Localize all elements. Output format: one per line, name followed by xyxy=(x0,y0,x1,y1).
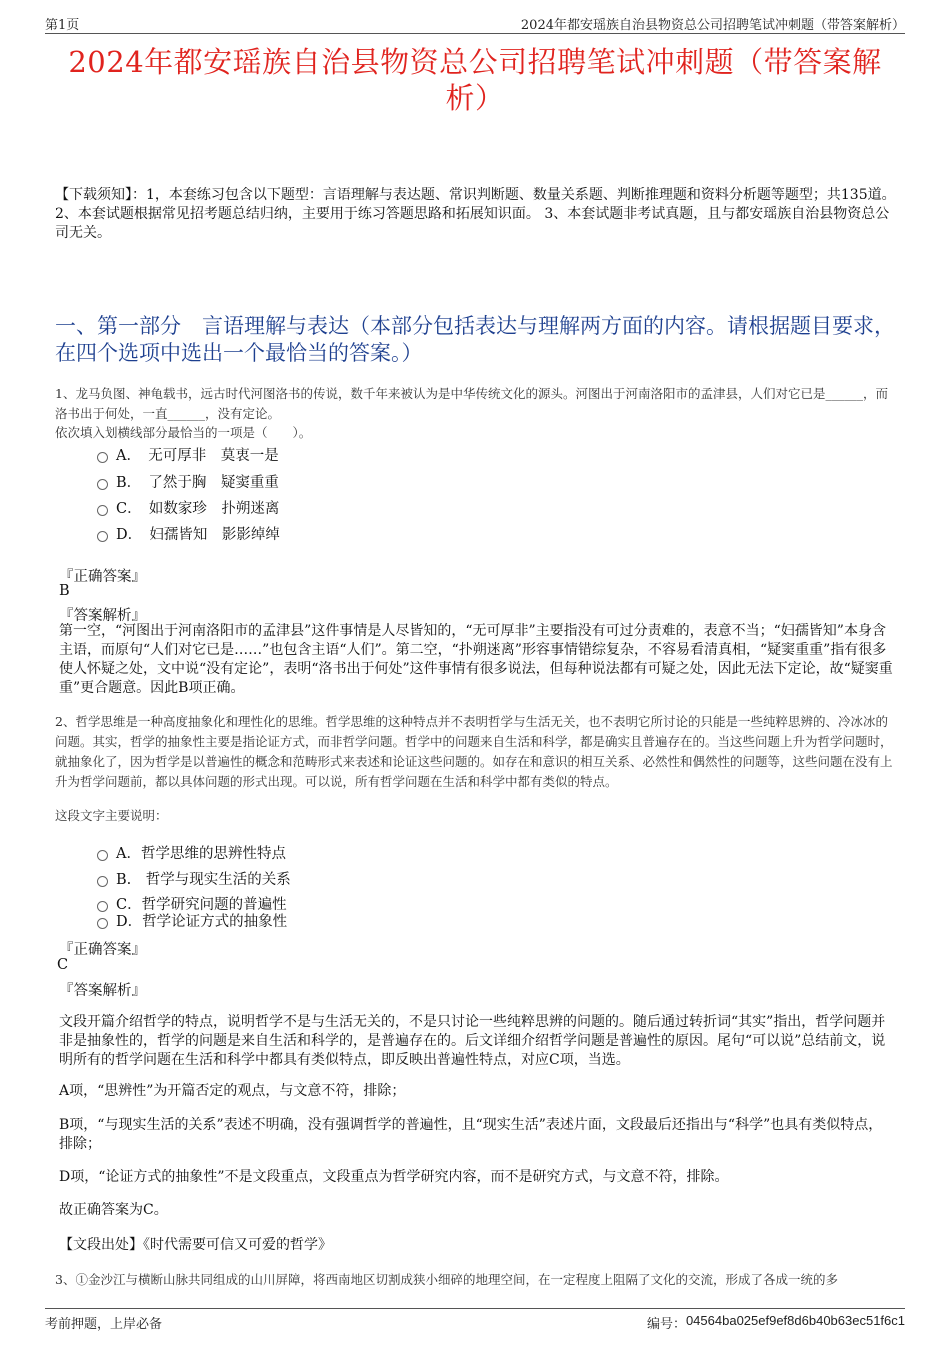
radio-icon[interactable] xyxy=(97,479,108,490)
option-label: C． 如数家珍 扑朔迷离 xyxy=(116,501,280,517)
question-1-option-b[interactable] xyxy=(97,471,279,492)
question-2-source: 【文段出处】《时代需要可信又可爱的哲学》 xyxy=(59,1237,332,1253)
question-2-analysis-paragraph: 文段开篇介绍哲学的特点，说明哲学不是与生活无关的，不是只讨论一些纯粹思辨的问题的。随后通过转折词“其实”指出，哲学问题并非是抽象性的，哲学的问题是来自生活和科学的，是普遍存在的。后文详细介绍哲学问题是普遍性的原因。尾句“可以说”总结前文，说明所有的哲学问题在生活和科学中都具有类似特点，即反映出普遍性特点，对应C项，当选。 xyxy=(59,1014,886,1068)
question-2-analysis-paragraph: B项，“与现实生活的关系”表述不明确，没有强调哲学的普遍性，且“现实生活”表述片面，文段最后还指出与“科学”也具有类似特点，排除； xyxy=(59,1117,883,1152)
radio-icon[interactable] xyxy=(97,531,108,542)
header-divider xyxy=(45,33,905,34)
footer-slogan: 考前押题，上岸必备 xyxy=(45,1317,163,1332)
option-label: A． 无可厚非 莫衷一是 xyxy=(116,448,279,464)
question-2-analysis-paragraph: 故正确答案为C。 xyxy=(59,1202,168,1218)
radio-icon[interactable] xyxy=(97,505,108,516)
question-2-stem: 2、哲学思维是一种高度抽象化和理性化的思维。哲学思维的这种特点并不表明哲学与生活无关，也不表明它所讨论的只能是一些纯粹思辨的、冷冰冰的问题。其实，哲学的抽象性主要是指论证方式，而非哲学问题。哲学中的问题来自生活和科学，都是确实且普遍存在的。当这些问题上升为哲学问题时，就抽象化了，因为哲学是以普遍性的概念和范畴形式来表述和论证这些问题的。如存在和意识的相互关系、必然性和偶然性的问题等，这些问题在没有上升为哲学问题前，都以具体问题的形式出现。可以说，所有哲学问题在生活和科学中都有类似的特点。 xyxy=(55,714,893,789)
question-1-option-a[interactable] xyxy=(97,444,279,465)
running-header-title: 2024年都安瑶族自治县物资总公司招聘笔试冲刺题（带答案解析） xyxy=(520,18,905,33)
question-1-option-c[interactable] xyxy=(97,497,279,518)
footer-divider xyxy=(45,1308,905,1309)
download-notice: 【下载须知】：1，本套练习包含以下题型：言语理解与表达题、常识判断题、数量关系题、判断推理题和资料分析题等题型；共135道。 2、本套试题根据常见招考题总结归纳，主要用于练习答题思路和拓展知识面。 3、本套试题非考试真题，且与都安瑶族自治县物资总公司无关。 xyxy=(55,187,896,241)
radio-icon[interactable] xyxy=(97,850,108,861)
option-label: B． 了然于胸 疑窦重重 xyxy=(116,475,279,491)
question-2-option-d[interactable] xyxy=(97,910,287,931)
radio-icon[interactable] xyxy=(97,876,108,887)
question-2-analysis-paragraph: A项，“思辨性”为开篇否定的观点，与文意不符，排除； xyxy=(59,1083,406,1099)
page-number: 第1页 xyxy=(45,18,80,33)
question-1-analysis: 第一空，“河图出于河南洛阳市的孟津县”这件事情是人尽皆知的，“无可厚非”主要指没有可过分责难的，表意不当；“妇孺皆知”本身含主语，而原句“人们对它已是……”也包含主语“人们”。第二空，“扑朔迷离”形容事情错综复杂，不容易看清真相，“疑窦重重”指有很多使人怀疑之处，文中说“没有定论”，表明“洛书出于何处”这件事情有很多说法，但每种说法都有可疑之处，因此无法下定论，故“疑窦重重”更合题意。因此B项正确。 xyxy=(59,623,893,696)
question-2-answer: C xyxy=(57,957,69,973)
question-1-prompt: 依次填入划横线部分最恰当的一项是（ ）。 xyxy=(55,425,312,440)
question-1-answer-label: 『正确答案』 xyxy=(59,569,146,585)
radio-icon[interactable] xyxy=(97,452,108,463)
option-label: D． 妇孺皆知 影影绰绰 xyxy=(116,527,280,543)
question-1-analysis-label: 『答案解析』 xyxy=(59,608,146,624)
option-label: B. 哲学与现实生活的关系 xyxy=(116,872,291,888)
document-code-label: 编号： xyxy=(646,1317,686,1332)
document-code xyxy=(647,1313,905,1332)
question-1-option-d[interactable] xyxy=(97,523,280,544)
question-2-option-b[interactable] xyxy=(97,868,291,889)
question-1-stem: 1、龙马负图、神龟载书，远古时代河图洛书的传说，数千年来被认为是中华传统文化的源头。河图出于河南洛阳市的孟津县，人们对它已是______，而洛书出于何处，一直______，没有定论。 xyxy=(55,386,888,421)
question-3-stem: 3、①金沙江与横断山脉共同组成的山川屏障，将西南地区切割成狭小细碎的地理空间，在一定程度上阻隔了文化的交流，形成了各成一统的多 xyxy=(55,1272,838,1287)
question-2-option-a[interactable] xyxy=(97,842,286,863)
question-2-prompt: 这段文字主要说明： xyxy=(55,808,168,823)
option-label: A．哲学思维的思辨性特点 xyxy=(116,846,286,862)
section-title: 一、第一部分 言语理解与表达（本部分包括表达与理解两方面的内容。请根据题目要求，在四个选项中选出一个最恰当的答案。） xyxy=(55,314,895,365)
question-2-analysis-label: 『答案解析』 xyxy=(59,983,146,999)
radio-icon[interactable] xyxy=(97,918,108,929)
document-code-value: 04564ba025ef9ef8d6b40b63ec51f6c1 xyxy=(685,1313,905,1328)
question-2-answer-label: 『正确答案』 xyxy=(59,942,146,958)
document-title: 2024年都安瑶族自治县物资总公司招聘笔试冲刺题（带答案解析） xyxy=(68,45,882,115)
option-label: D．哲学论证方式的抽象性 xyxy=(116,914,288,930)
question-2-analysis-paragraph: D项，“论证方式的抽象性”不是文段重点，文段重点为哲学研究内容，而不是研究方式，与文意不符，排除。 xyxy=(59,1169,729,1185)
option-label: C．哲学研究问题的普遍性 xyxy=(116,897,287,913)
question-1-answer: B xyxy=(59,583,70,599)
